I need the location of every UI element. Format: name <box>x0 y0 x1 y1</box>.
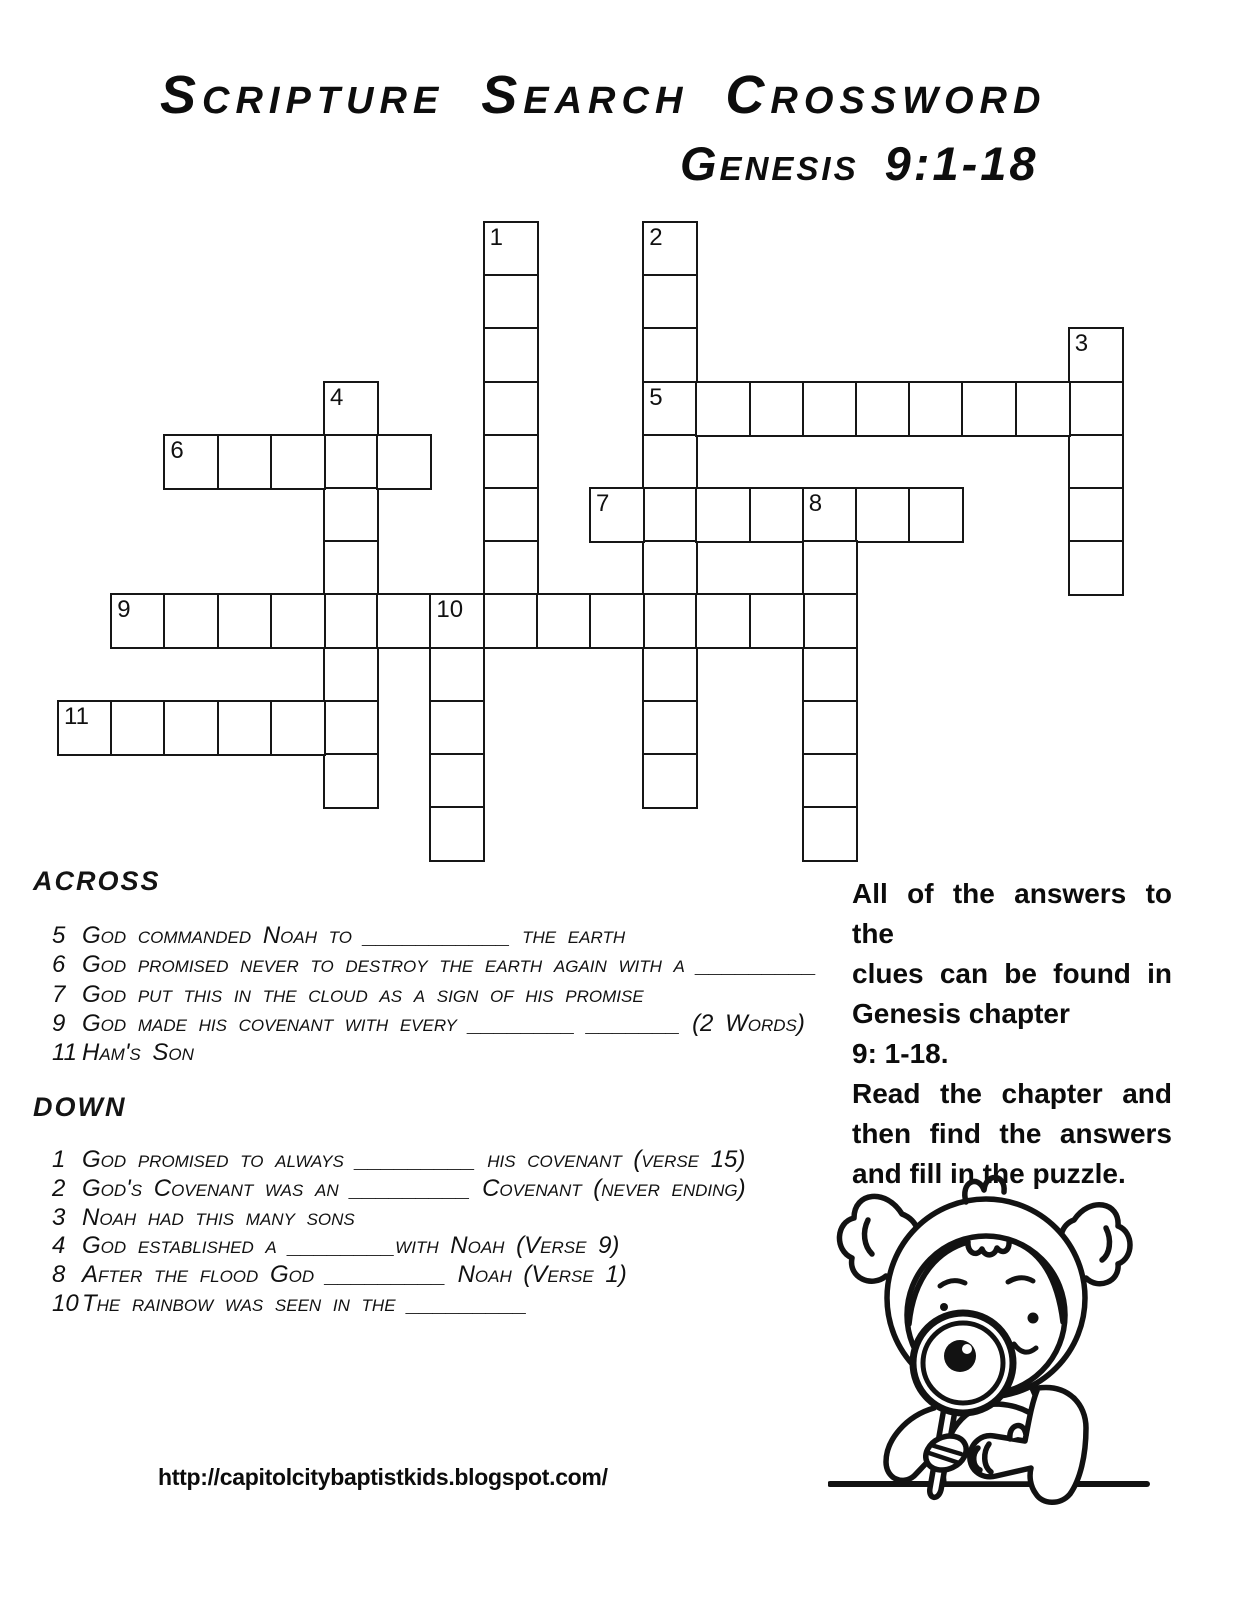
grid-cell[interactable] <box>429 753 485 809</box>
grid-cell[interactable] <box>429 806 485 862</box>
grid-number: 7 <box>596 490 610 517</box>
grid-cell[interactable] <box>908 381 964 437</box>
grid-cell[interactable] <box>217 434 273 490</box>
clue-item <box>33 1175 873 1204</box>
grid-cell[interactable] <box>217 593 273 649</box>
page-subtitle: Genesis 9:1-18 <box>680 137 1039 190</box>
grid-cell[interactable] <box>642 753 698 809</box>
grid-cell[interactable] <box>429 700 485 756</box>
down-heading: DOWN <box>33 1092 127 1122</box>
clue-item <box>33 1146 873 1175</box>
grid-cell[interactable] <box>376 434 432 490</box>
clue-number: 4 <box>52 1232 66 1260</box>
clue-item <box>33 1010 873 1039</box>
grid-cell[interactable] <box>695 593 751 649</box>
grid-cell[interactable] <box>802 753 858 809</box>
grid-cell[interactable] <box>855 487 911 543</box>
grid-cell[interactable] <box>483 327 539 383</box>
grid-cell[interactable] <box>802 381 858 437</box>
grid-number: 5 <box>649 383 663 411</box>
instructions-text <box>852 874 1172 1194</box>
grid-cell[interactable] <box>749 487 805 543</box>
clue-item <box>33 951 873 980</box>
girl-with-magnifying-glass-illustration <box>828 1158 1162 1512</box>
clue-text: God promised to always _________ his covenant (verse 15) <box>82 1146 746 1173</box>
grid-cell[interactable] <box>802 700 858 756</box>
grid-cell[interactable] <box>323 700 379 756</box>
grid-cell[interactable] <box>642 540 698 596</box>
grid-cell[interactable] <box>163 593 219 649</box>
clue-text: God promised never to destroy the earth again with a _________ <box>82 951 817 979</box>
clue-text: Ham's Son <box>82 1039 194 1067</box>
instruction-line: then find the answers <box>852 1118 1172 1149</box>
grid-cell[interactable] <box>749 381 805 437</box>
grid-number: 2 <box>649 224 663 251</box>
grid-cell[interactable] <box>695 381 751 437</box>
clue-number: 7 <box>52 980 66 1008</box>
grid-cell[interactable] <box>642 593 698 649</box>
grid-number: 8 <box>808 490 823 517</box>
grid-cell[interactable] <box>376 593 432 649</box>
clue-text: The rainbow was seen in the _________ <box>82 1289 528 1317</box>
instruction-line: clues can be found in <box>852 958 1172 989</box>
grid-cell[interactable] <box>483 381 539 437</box>
grid-number: 3 <box>1074 330 1089 358</box>
grid-cell[interactable] <box>270 593 326 649</box>
clue-item <box>33 1261 873 1290</box>
grid-cell[interactable] <box>163 700 219 756</box>
page-title: Scripture Search Crossword <box>160 65 1047 125</box>
grid-cell[interactable] <box>1068 381 1124 437</box>
grid-number: 10 <box>436 596 464 624</box>
grid-cell[interactable] <box>1068 487 1124 543</box>
instruction-line: 9: 1-18. <box>852 1038 949 1069</box>
grid-number: 11 <box>64 702 89 730</box>
grid-cell[interactable] <box>110 700 166 756</box>
grid-cell[interactable] <box>483 593 539 649</box>
grid-cell[interactable] <box>1015 381 1071 437</box>
grid-cell[interactable] <box>802 806 858 862</box>
grid-cell[interactable] <box>802 593 858 649</box>
clue-number: 5 <box>52 922 66 949</box>
across-heading: ACROSS <box>33 866 161 896</box>
clue-number: 6 <box>52 951 66 979</box>
clue-text: Noah had this many sons <box>82 1203 355 1231</box>
grid-cell[interactable] <box>855 381 911 437</box>
clue-number: 10 <box>52 1289 79 1317</box>
clue-number: 3 <box>52 1203 66 1231</box>
grid-number: 1 <box>489 224 503 251</box>
clue-text: After the flood God _________ Noah (Verse 1) <box>82 1261 627 1289</box>
grid-cell[interactable] <box>802 647 858 703</box>
clue-item <box>33 1232 873 1261</box>
instruction-line: and fill in the puzzle. <box>852 1158 1126 1189</box>
grid-cell[interactable] <box>483 487 539 543</box>
grid-cell[interactable] <box>323 593 379 649</box>
grid-cell[interactable] <box>642 327 698 383</box>
grid-cell[interactable] <box>483 434 539 490</box>
grid-cell[interactable] <box>483 540 539 596</box>
grid-cell[interactable] <box>483 274 539 330</box>
clue-number: 9 <box>52 1009 66 1037</box>
clue-number: 11 <box>52 1039 77 1067</box>
grid-number: 6 <box>170 436 184 464</box>
clue-item <box>33 1204 873 1233</box>
footer-url[interactable]: http://capitolcitybaptistkids.blogspot.com/ <box>158 1464 608 1490</box>
grid-number: 9 <box>117 596 131 624</box>
grid-cell[interactable] <box>429 647 485 703</box>
instruction-line: Genesis chapter <box>852 998 1070 1029</box>
down-clue-list <box>33 1146 873 1319</box>
grid-cell[interactable] <box>749 593 805 649</box>
instruction-line: Read the chapter and <box>852 1078 1172 1109</box>
grid-cell[interactable] <box>642 647 698 703</box>
clue-text: God commanded Noah to ___________ the earth <box>82 922 626 949</box>
grid-cell[interactable] <box>695 487 751 543</box>
grid-cell[interactable] <box>536 593 592 649</box>
clue-text: God made his covenant with every ________ _______ (2 Words) <box>82 1009 805 1037</box>
across-clue-list <box>33 922 873 1068</box>
grid-cell[interactable] <box>323 434 379 490</box>
grid-cell[interactable] <box>1068 434 1124 490</box>
instruction-line: All of the answers to the <box>852 878 1172 949</box>
grid-cell[interactable] <box>323 753 379 809</box>
clue-number: 8 <box>52 1261 66 1289</box>
clue-item <box>33 1039 873 1068</box>
clue-item <box>33 922 873 951</box>
clue-item <box>33 981 873 1010</box>
grid-cell[interactable] <box>642 434 698 490</box>
clue-text: God established a ________with Noah (Verse 9) <box>82 1232 620 1260</box>
grid-number: 4 <box>330 383 344 411</box>
clue-text: God's Covenant was an _________ Covenant (never ending) <box>82 1174 746 1202</box>
clue-item <box>33 1290 873 1319</box>
grid-cell[interactable] <box>961 381 1017 437</box>
grid-cell[interactable] <box>589 593 645 649</box>
clue-text: God put this in the cloud as a sign of his promise <box>82 980 644 1008</box>
clue-number: 2 <box>52 1174 66 1202</box>
grid-cell[interactable] <box>642 700 698 756</box>
clue-number: 1 <box>52 1146 66 1173</box>
grid-cell[interactable] <box>270 700 326 756</box>
grid-cell[interactable] <box>323 647 379 703</box>
grid-cell[interactable] <box>1068 540 1124 596</box>
grid-cell[interactable] <box>908 487 964 543</box>
grid-cell[interactable] <box>802 540 858 596</box>
grid-cell[interactable] <box>270 434 326 490</box>
grid-cell[interactable] <box>642 274 698 330</box>
grid-cell[interactable] <box>323 487 379 543</box>
grid-cell[interactable] <box>323 540 379 596</box>
grid-cell[interactable] <box>217 700 273 756</box>
grid-cell[interactable] <box>642 487 698 543</box>
